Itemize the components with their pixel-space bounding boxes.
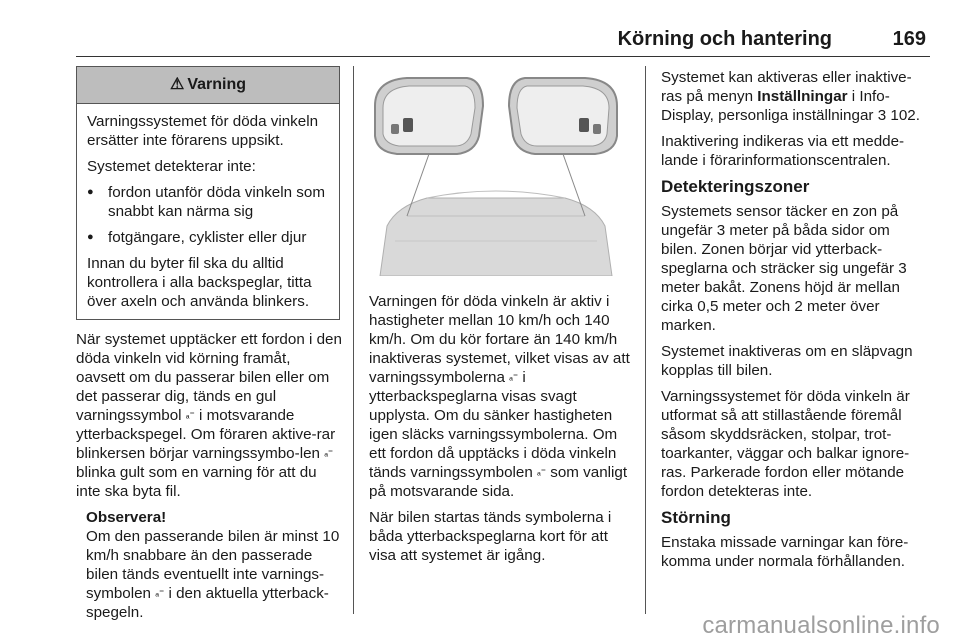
warning-header	[77, 67, 339, 104]
col3-paragraph-2: Inaktivering indikeras via ett medde-lande i förarinformationscentralen.	[661, 133, 905, 169]
blind-spot-symbol-icon: ₐ⁼	[185, 410, 195, 421]
note-text-b: i den aktuella ytterback-spegeln.	[86, 585, 329, 621]
note-title: Observera!	[86, 509, 167, 526]
warning-text-3: Innan du byter fil ska du alltid kontrollera i alla backspeglar, titta över axeln och använda blinkers.	[87, 255, 312, 310]
column-1-text	[76, 330, 342, 622]
blind-spot-symbol-icon: ₐ⁼	[324, 448, 334, 459]
col1-paragraph-1	[76, 330, 342, 501]
page-header	[76, 26, 930, 57]
column-divider-2	[645, 66, 646, 614]
warning-text-1: Varningssystemet för döda vinkeln ersätter inte förarens uppsikt.	[87, 113, 319, 149]
heading-detection-zones: Detekteringszoner	[661, 177, 810, 196]
watermark: carmanualsonline.info	[702, 612, 940, 639]
col3-paragraph-3: Systemets sensor täcker en zon på ungefär 3 meter på båda sidor om bilen. Zonen börjar vid ytterback-speglarna och sträcker sig ungefär 3 meter bakåt. Zonens höjd är mellan cirka 0,5 meter och 2 meter över marken.	[661, 203, 907, 334]
col3-text-a: Systemet kan aktiveras eller inaktive-ras på menyn	[661, 69, 912, 105]
warning-triangle-icon: ⚠	[169, 76, 185, 93]
blind-spot-symbol-icon: ₐ⁼	[155, 588, 165, 599]
warning-title: Varning	[187, 76, 247, 93]
warning-text-2: Systemet detekterar inte:	[87, 158, 256, 175]
note-text-a: Om den passerande bilen är minst 10 km/h snabbare än den passerade bilen tänds eventuellt inte varnings-symbolen	[86, 528, 340, 602]
column-2-text	[369, 292, 635, 572]
col2-text-a: Varningen för döda vinkeln är aktiv i hastigheter mellan 10 km/h och 140 km/h. Om du kör fortare än 140 km/h inaktiveras systemet, vilket visas av att varningssymbolerna	[369, 293, 630, 386]
page-reference: 3 102.	[877, 107, 920, 124]
section-title: Körning och hantering	[617, 28, 832, 50]
col1-text-a: När systemet upptäcker ett fordon i den döda vinkeln vid körning framåt, oavsett om du passerar bilen eller om det passerar dig, tänds en gul varningssymbol	[76, 331, 342, 424]
col3-paragraph-4: Systemet inaktiveras om en släpvagn kopplas till bilen.	[661, 343, 913, 379]
col2-text-b: i ytterbackspeglarna visas svagt upplysta. Om du sänker hastigheten igen släcks varningssymbolerna. Om ett fordon då upptäcks i döda vinkeln tänds varningssymbolen	[369, 369, 618, 481]
column-divider-1	[353, 66, 354, 614]
warning-bullet-1: ● fordon utanför döda vinkeln som snabbt kan närma sig	[87, 183, 329, 221]
warning-bullet-2: ● fotgängare, cyklister eller djur	[87, 228, 329, 247]
col1-text-b: i motsvarande ytterbackspegel. Om föraren aktive-rar blinkersen börjar varningssymbo-len	[76, 407, 336, 462]
note-text	[86, 527, 342, 622]
blind-spot-symbol-icon: ₐ⁼	[509, 372, 519, 383]
col3-paragraph-1	[661, 68, 929, 125]
col3-text-b: i Info-Display, personliga inställningar	[661, 88, 890, 124]
note-block	[76, 508, 342, 622]
mirror-illustration	[367, 66, 625, 276]
warning-box	[76, 66, 340, 320]
heading-malfunction: Störning	[661, 508, 731, 527]
page-number: 169	[892, 28, 926, 50]
settings-menu-name: Inställningar	[757, 88, 848, 105]
blind-spot-symbol-icon: ₐ⁼	[537, 467, 547, 478]
col3-paragraph-5: Varningssystemet för döda vinkeln är utformat så att stillastående föremål såsom skyddsräcken, stolpar, trot-toarkanter, väggar och balkar ignore-ras. Parkerade fordon eller mötande fordon detekteras inte.	[661, 388, 910, 500]
col3-paragraph-6: Enstaka missade varningar kan före-komma under normala förhållanden.	[661, 534, 909, 570]
col2-paragraph-1	[369, 292, 635, 501]
warning-body	[77, 104, 339, 311]
column-3-text	[661, 68, 929, 578]
col2-paragraph-2: När bilen startas tänds symbolerna i båda ytterbackspeglarna kort för att visa att systemet är igång.	[369, 509, 612, 564]
col1-text-c: blinka gult som en varning för att du inte ska byta fil.	[76, 464, 317, 500]
col2-text-c: som vanligt på motsvarande sida.	[369, 464, 628, 500]
